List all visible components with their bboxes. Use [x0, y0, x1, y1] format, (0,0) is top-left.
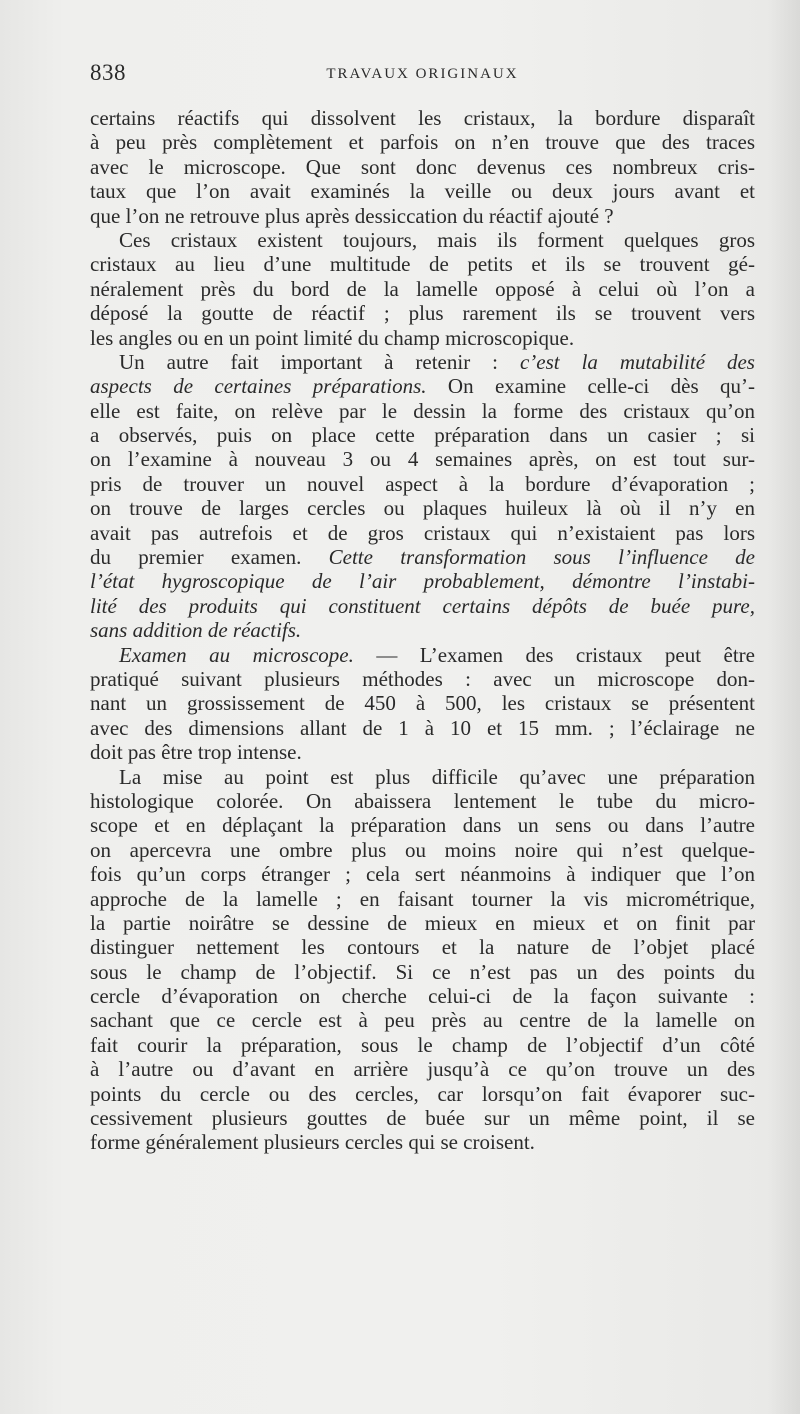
italic-text: c’est la mutabilité des: [519, 349, 755, 374]
text-run: — L’examen des cristaux peut être: [353, 642, 755, 667]
text-run: histologique colorée. On abaissera lentement le tube du micro-: [90, 788, 755, 813]
text-line: [90, 838, 755, 862]
text-run: on apercevra une ombre plus ou moins noire qui n’est quelque-: [90, 837, 755, 862]
text-line: [90, 1082, 755, 1106]
text-run: sous le champ de l’objectif. Si ce n’est pas un des points du: [90, 959, 755, 984]
italic-text: Cette transformation sous l’influence de: [328, 545, 755, 570]
text-line: [90, 960, 755, 984]
text-run: du premier examen.: [90, 545, 329, 570]
text-line: [90, 911, 755, 935]
text-line: [90, 301, 755, 325]
text-run: on l’examine à nouveau 3 ou 4 semaines après, on est tout sur-: [90, 447, 755, 472]
text-line: [90, 569, 755, 593]
text-line: [90, 716, 755, 740]
text-run: fait courir la préparation, sous le champ de l’objectif d’un côté: [90, 1032, 755, 1057]
text-run: pratiqué suivant plusieurs méthodes : avec un microscope don-: [90, 666, 755, 691]
text-run: distinguer nettement les contours et la nature de l’objet placé: [90, 935, 755, 960]
italic-text: Examen au microscope.: [119, 642, 354, 667]
text-run: on trouve de larges cercles ou plaques huileux là où il n’y en: [90, 496, 755, 521]
text-run: avec le microscope. Que sont donc devenus ces nombreux cris-: [90, 154, 755, 179]
running-head: [90, 60, 755, 92]
text-run: à peu près complètement et parfois on n’en trouve que des traces: [90, 130, 755, 155]
text-line: [90, 789, 755, 813]
text-run: La mise au point est plus difficile qu’avec une préparation: [119, 764, 755, 789]
text-run: néralement près du bord de la lamelle opposé à celui où l’on a: [90, 276, 755, 301]
text-line: [90, 691, 755, 715]
text-line: [90, 887, 755, 911]
text-run: scope et en déplaçant la préparation dans un sens ou dans l’autre: [90, 813, 755, 838]
text-run: a observés, puis on place cette préparation dans un casier ; si: [90, 423, 755, 448]
text-run: certains réactifs qui dissolvent les cristaux, la bordure disparaît: [90, 106, 755, 130]
text-line: [90, 130, 755, 154]
text-line: [90, 545, 755, 569]
text-line: [90, 1008, 755, 1032]
text-line: [90, 447, 755, 471]
text-run: taux que l’on avait examinés la veille ou deux jours avant et: [90, 179, 755, 204]
text-run: que l’on ne retrouve plus après dessiccation du réactif ajouté ?: [90, 203, 614, 228]
text-run: On examine celle-ci dès qu’-: [426, 374, 755, 399]
text-run: cessivement plusieurs gouttes de buée sur un même point, il se: [90, 1106, 755, 1131]
text-run: déposé la goutte de réactif ; plus rarement ils se trouvent vers: [90, 301, 755, 326]
text-line: [90, 399, 755, 423]
text-line: [90, 326, 755, 350]
text-run: pris de trouver un nouvel aspect à la bordure d’évaporation ;: [90, 471, 755, 496]
text-line: [90, 350, 755, 374]
text-line: [90, 277, 755, 301]
text-line: [90, 374, 755, 398]
text-run: fois qu’un corps étranger ; cela sert néanmoins à indiquer que l’on: [90, 862, 755, 887]
text-line: [90, 106, 755, 130]
italic-text: aspects de certaines préparations.: [90, 374, 427, 399]
italic-text: sans addition de réactifs.: [90, 618, 302, 643]
text-run: doit pas être trop intense.: [90, 740, 302, 765]
text-line: [90, 935, 755, 959]
text-line: [90, 740, 755, 764]
page-number: 838: [90, 60, 126, 85]
body-text: [90, 106, 755, 1155]
text-line: [90, 594, 755, 618]
text-line: [90, 155, 755, 179]
text-line: [90, 667, 755, 691]
text-run: points du cercle ou des cercles, car lorsqu’on fait évaporer suc-: [90, 1081, 755, 1106]
italic-text: l’état hygroscopique de l’air probablement, démontre l’instabi-: [90, 569, 755, 594]
text-line: [90, 643, 755, 667]
text-line: [90, 984, 755, 1008]
text-line: [90, 1033, 755, 1057]
text-line: [90, 1057, 755, 1081]
text-run: avait pas autrefois et de gros cristaux qui n’existaient pas lors: [90, 520, 755, 545]
text-line: [90, 228, 755, 252]
text-run: les angles ou en un point limité du champ microscopique.: [90, 325, 575, 350]
text-run: elle est faite, on relève par le dessin la forme des cristaux qu’on: [90, 398, 755, 423]
text-line: [90, 1130, 755, 1154]
text-run: approche de la lamelle ; en faisant tourner la vis micrométrique,: [90, 886, 755, 911]
italic-text: lité des produits qui constituent certains dépôts de buée pure,: [90, 593, 755, 618]
text-run: Un autre fait important à retenir :: [119, 349, 520, 374]
text-line: [90, 423, 755, 447]
text-line: [90, 1106, 755, 1130]
text-run: Ces cristaux existent toujours, mais ils forment quelques gros: [119, 227, 755, 252]
text-run: à l’autre ou d’avant en arrière jusqu’à ce qu’on trouve un des: [90, 1057, 755, 1082]
text-line: [90, 179, 755, 203]
running-title: TRAVAUX ORIGINAUX: [326, 66, 519, 82]
text-line: [90, 204, 755, 228]
text-line: [90, 252, 755, 276]
text-line: [90, 765, 755, 789]
text-run: sachant que ce cercle est à peu près au centre de la lamelle on: [90, 1008, 755, 1033]
text-run: avec des dimensions allant de 1 à 10 et 15 mm. ; l’éclairage ne: [90, 715, 755, 740]
text-line: [90, 496, 755, 520]
text-line: [90, 813, 755, 837]
text-run: la partie noirâtre se dessine de mieux en mieux et on finit par: [90, 910, 755, 935]
text-run: forme généralement plusieurs cercles qui se croisent.: [90, 1130, 535, 1155]
text-run: nant un grossissement de 450 à 500, les cristaux se présentent: [90, 691, 755, 716]
text-line: [90, 618, 755, 642]
text-line: [90, 521, 755, 545]
text-line: [90, 862, 755, 886]
text-run: cercle d’évaporation on cherche celui-ci de la façon suivante :: [90, 984, 755, 1009]
text-run: cristaux au lieu d’une multitude de petits et ils se trouvent gé-: [90, 252, 755, 277]
text-line: [90, 472, 755, 496]
